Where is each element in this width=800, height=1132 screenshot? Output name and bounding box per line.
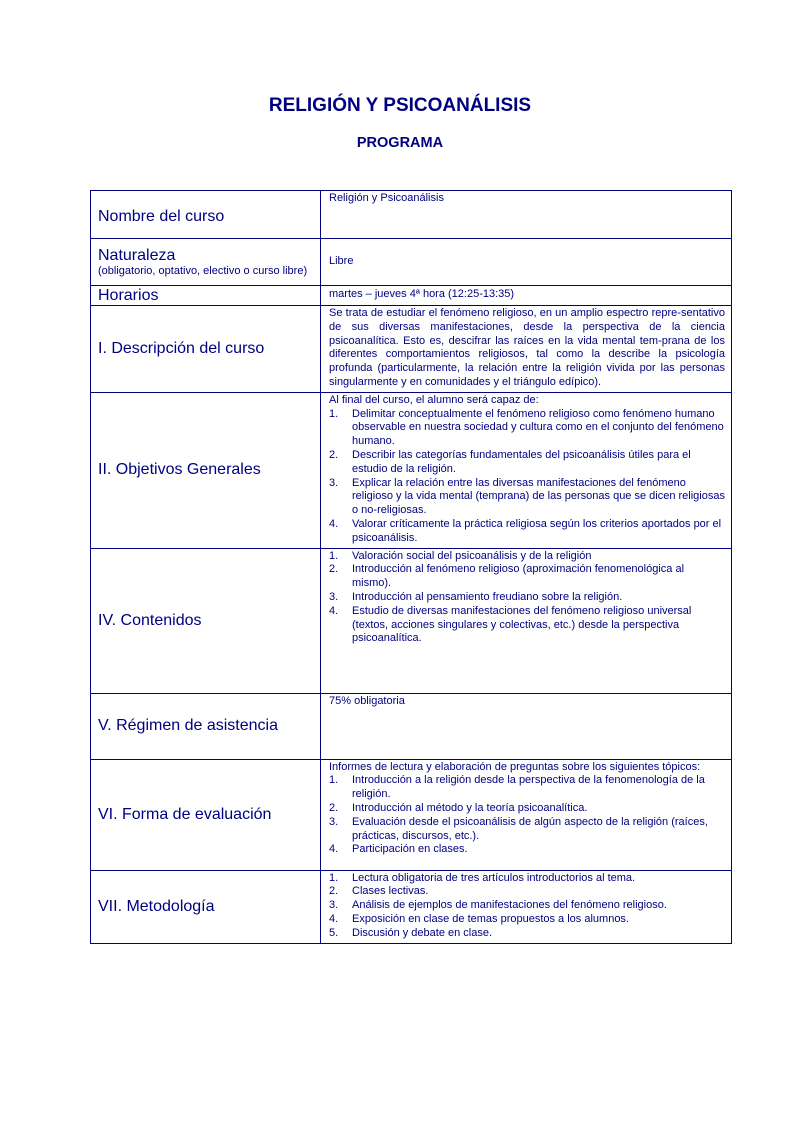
objetivos-intro: Al final del curso, el alumno será capaz de: xyxy=(329,393,539,406)
label-naturaleza-cell xyxy=(91,239,321,286)
list-number: 2. xyxy=(329,563,339,576)
label-objetivos: II. Objetivos Generales xyxy=(91,392,321,548)
list-item xyxy=(329,774,725,802)
row-evaluacion xyxy=(91,759,732,870)
list-text: Describir las categorías fundamentales del psicoanálisis útiles para el estudio de la religión. xyxy=(352,448,691,475)
row-metodologia xyxy=(91,870,732,943)
row-objetivos xyxy=(91,392,732,548)
value-naturaleza: Libre xyxy=(321,239,732,286)
objetivos-list xyxy=(329,408,725,546)
value-asistencia: 75% obligatoria xyxy=(321,693,732,759)
value-contenidos xyxy=(321,548,732,693)
label-evaluacion: VI. Forma de evaluación xyxy=(91,759,321,870)
list-number: 4. xyxy=(329,517,339,530)
row-contenidos xyxy=(91,548,732,693)
list-number: 4. xyxy=(329,843,339,856)
list-item xyxy=(329,913,725,927)
value-descripcion xyxy=(321,306,732,393)
list-text: Introducción al método y la teoría psicoanalítica. xyxy=(352,801,588,814)
list-item xyxy=(329,550,725,564)
list-item xyxy=(329,518,725,546)
list-item xyxy=(329,408,725,449)
list-number: 2. xyxy=(329,448,339,461)
list-number: 4. xyxy=(329,912,339,925)
evaluacion-intro: Informes de lectura y elaboración de preguntas sobre los siguientes tópicos: xyxy=(329,760,701,773)
row-horarios xyxy=(91,286,732,306)
list-text: Explicar la relación entre las diversas manifestaciones del fenómeno religioso y la vida mental (temprana) de las personas que se dicen religiosas o no-religiosas. xyxy=(352,476,725,517)
list-text: Lectura obligatoria de tres artículos introductorios al tema. xyxy=(352,871,636,884)
label-contenidos: IV. Contenidos xyxy=(91,548,321,693)
list-number: 3. xyxy=(329,815,339,828)
label-asistencia: V. Régimen de asistencia xyxy=(91,693,321,759)
list-item xyxy=(329,591,725,605)
label-descripcion: I. Descripción del curso xyxy=(91,306,321,393)
label-horarios: Horarios xyxy=(91,286,321,306)
list-text: Evaluación desde el psicoanálisis de algún aspecto de la religión (raíces, prácticas, discursos, etc.). xyxy=(352,815,708,842)
metodologia-list xyxy=(329,872,725,941)
list-number: 1. xyxy=(329,871,339,884)
value-nombre: Religión y Psicoanálisis xyxy=(321,191,732,239)
descripcion-text: Se trata de estudiar el fenómeno religioso, en un amplio espectro repre-sentativo de sus diversas manifestaciones, desde la perspectiva de la ciencia psicoanalítica. Esto es, descifrar las raíces en la vida mental tem-prana de los diferentes comportamientos religiosos, tal como la describe la psicología profunda (particularmente, la relación entre la religión vivida por las personas singularmente y en comunidades y el triángulo edípico). xyxy=(329,307,725,388)
list-number: 3. xyxy=(329,590,339,603)
value-metodologia xyxy=(321,870,732,943)
page-title: RELIGIÓN Y PSICOANÁLISIS xyxy=(268,95,532,116)
list-item xyxy=(329,872,725,886)
list-item xyxy=(329,927,725,941)
list-text: Participación en clases. xyxy=(352,843,468,856)
list-item xyxy=(329,563,725,591)
list-text: Delimitar conceptualmente el fenómeno religioso como fenómeno humano observable en nuestra sociedad y cultura como en el conjunto del fenómeno humano. xyxy=(352,407,724,448)
list-number: 2. xyxy=(329,885,339,898)
list-number: 1. xyxy=(329,549,339,562)
value-objetivos xyxy=(321,392,732,548)
list-number: 1. xyxy=(329,774,339,787)
list-number: 3. xyxy=(329,476,339,489)
list-text: Estudio de diversas manifestaciones del fenómeno religioso universal (textos, acciones singulares y colectivas, etc.) desde la perspectiva psicoanalítica. xyxy=(352,604,692,645)
contenidos-list xyxy=(329,550,725,647)
label-nombre: Nombre del curso xyxy=(91,191,321,239)
list-item xyxy=(329,605,725,646)
list-item xyxy=(329,802,725,816)
list-number: 1. xyxy=(329,407,339,420)
label-naturaleza: Naturaleza xyxy=(98,247,176,264)
list-text: Valorar críticamente la práctica religiosa según los criterios aportados por el psicoanálisis. xyxy=(352,517,722,544)
list-number: 2. xyxy=(329,801,339,814)
list-text: Discusión y debate en clase. xyxy=(352,926,493,939)
list-item xyxy=(329,816,725,844)
list-item xyxy=(329,449,725,477)
row-descripcion xyxy=(91,306,732,393)
list-text: Introducción a la religión desde la perspectiva de la fenomenología de la religión. xyxy=(352,774,705,801)
list-item xyxy=(329,477,725,518)
sublabel-naturaleza: (obligatorio, optativo, electivo o curso libre) xyxy=(98,265,308,277)
list-text: Introducción al fenómeno religioso (aproximación fenomenológica al mismo). xyxy=(352,563,685,590)
list-text: Valoración social del psicoanálisis y de la religión xyxy=(352,549,592,562)
list-number: 3. xyxy=(329,899,339,912)
list-text: Exposición en clase de temas propuestos a los alumnos. xyxy=(352,912,629,925)
list-item xyxy=(329,899,725,913)
value-horarios: martes – jueves 4ª hora (12:25-13:35) xyxy=(321,286,732,306)
list-text: Clases lectivas. xyxy=(352,885,429,898)
list-item xyxy=(329,885,725,899)
row-asistencia xyxy=(91,693,732,759)
list-number: 4. xyxy=(329,604,339,617)
row-nombre xyxy=(91,191,732,239)
page-subtitle: PROGRAMA xyxy=(356,135,444,151)
evaluacion-list xyxy=(329,774,725,857)
list-text: Análisis de ejemplos de manifestaciones del fenómeno religioso. xyxy=(352,899,667,912)
label-metodologia: VII. Metodología xyxy=(91,870,321,943)
list-item xyxy=(329,843,725,857)
list-number: 5. xyxy=(329,926,339,939)
value-evaluacion xyxy=(321,759,732,870)
list-text: Introducción al pensamiento freudiano sobre la religión. xyxy=(352,590,623,603)
row-naturaleza xyxy=(91,239,732,286)
program-table xyxy=(90,190,732,944)
